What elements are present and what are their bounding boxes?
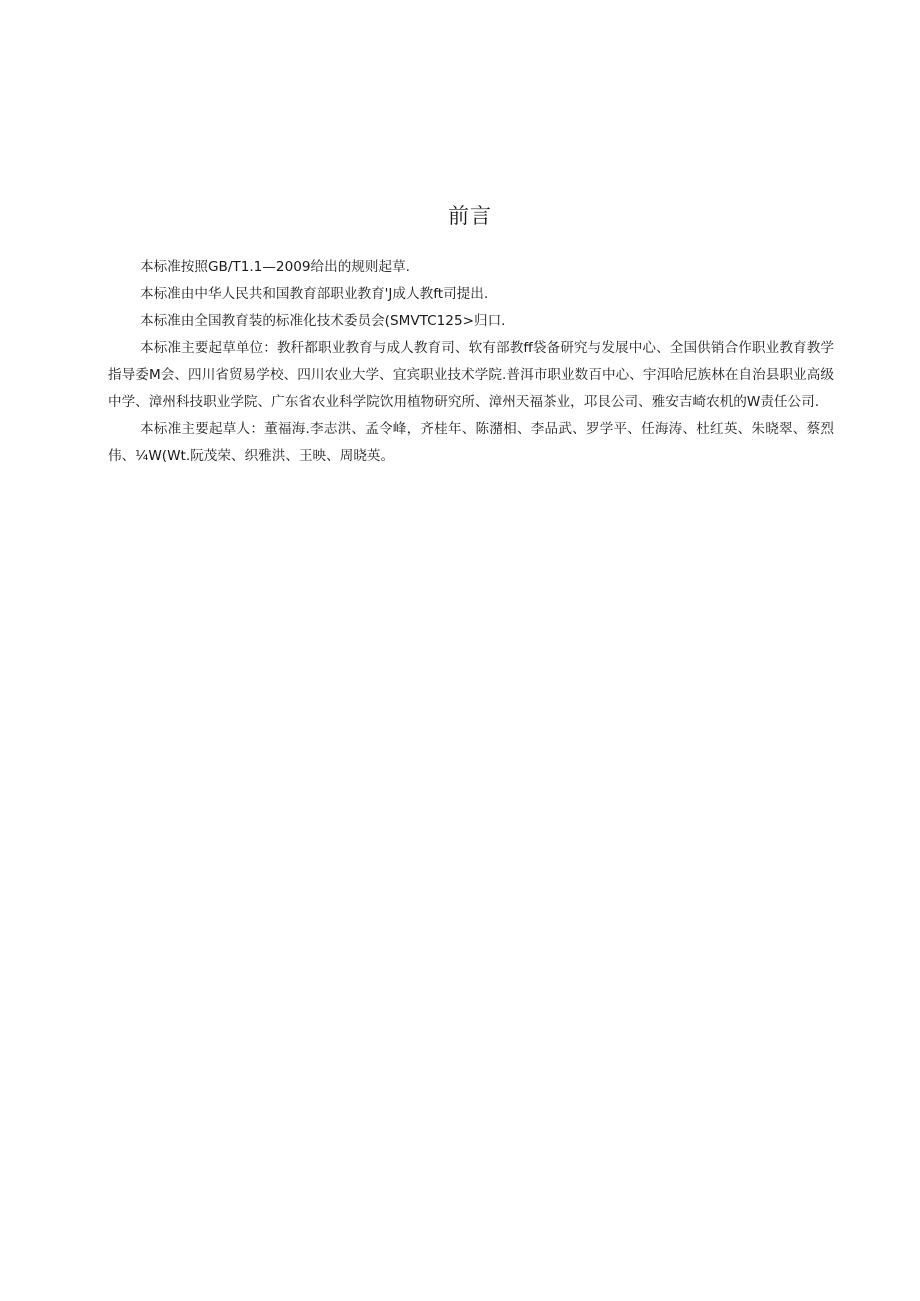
paragraph-drafting-units: 本标准主要起草单位：教秆都职业教育与成人教育司、软有部教ff袋备研究与发展中心、全国供销合作职业教育教学指导委M会、四川省贸易学校、四川农业大学、宜宾职业技术学院.普洱市职业数百中心、宇洱哈尼族林在自治县职业高级中学、漳州科技职业学院、广东省农业科学院饮用植物研究所、漳州天福茶业，邛艮公司、雅安吉崎农机的W责任公司. — [108, 340, 834, 410]
paragraph-drafters: 本标准主要起草人：董福海.李志洪、孟令峰，齐桂年、陈潴相、李品武、罗学平、任海涛、杜红英、朱晓翠、蔡烈伟、¼W(Wt.阮茂荣、织雅洪、王映、周晓英。 — [108, 421, 834, 464]
foreword-body — [108, 254, 834, 470]
paragraph-drafting-rules: 本标准按照GB/T1.1—2009给出的规则起草. — [140, 259, 410, 275]
paragraph-proposer: 本标准由中华人民共和国教育部职业教育'J成人教ft司提出. — [140, 286, 489, 302]
page-title: 前言 — [448, 204, 492, 229]
paragraph-centralized-by: 本标准由全国教育装的标准化技术委员会(SMVTC125>归口. — [140, 313, 506, 329]
